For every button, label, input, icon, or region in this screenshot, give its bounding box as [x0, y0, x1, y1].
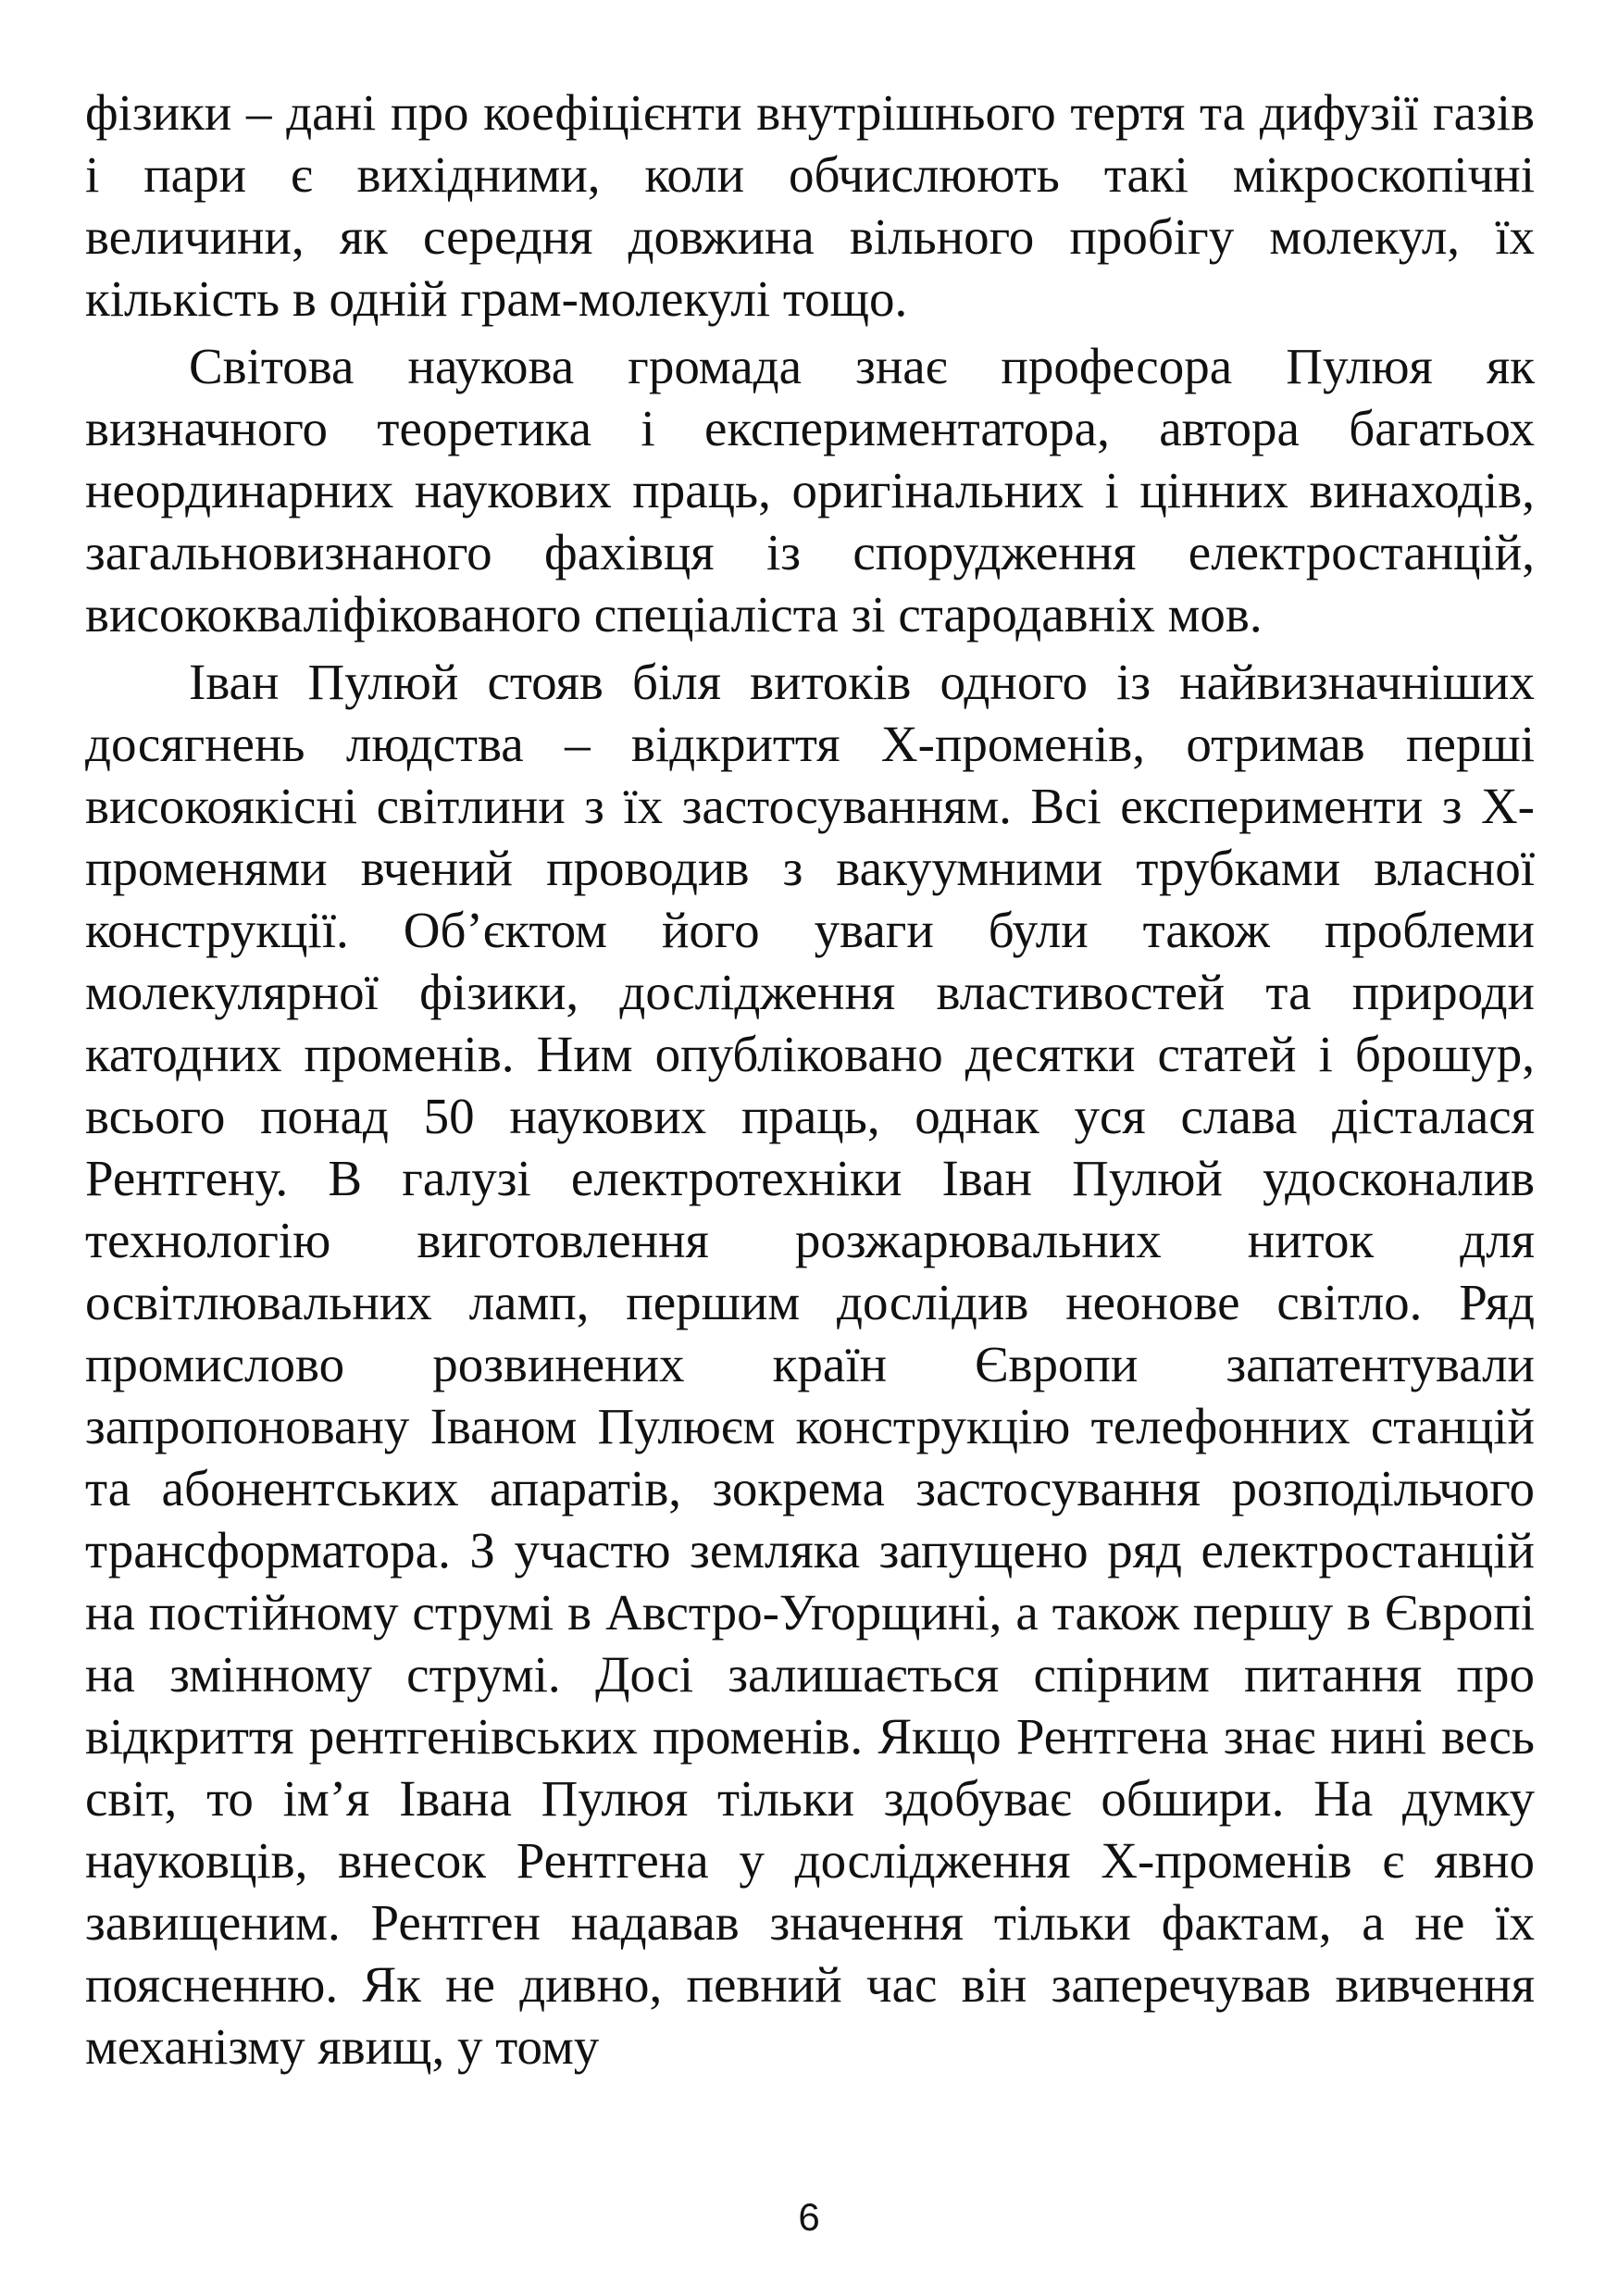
page-body: [85, 81, 1535, 2078]
page-number: 6: [798, 2195, 820, 2239]
paragraph-x-rays: Іван Пулюй стояв біля витоків одного із найвизначніших досягнень людства – відкриття Х-променів, отримав перші високоякісні світлини з їх застосуванням. Всі експерименти з Х-променями вчений проводив з вакуумними трубками власної конструкції. Об’єктом його уваги були також проблеми молекулярної фізики, дослідження властивостей та природи катодних променів. Ним опубліковано десятки статей і брошур, всього понад 50 наукових праць, однак уся слава дісталася Рентгену. В галузі електротехніки Іван Пулюй удосконалив технологію виготовлення розжарювальних ниток для освітлювальних ламп, першим дослідив неонове світло. Ряд промислово розвинених країн Європи запатентували запропоновану Іваном Пулюєм конструкцію телефонних станцій та абонентських апаратів, зокрема застосування розподільчого трансформатора. З участю земляка запущено ряд електростанцій на постійному струмі в Австро-Угорщині, а також першу в Європі на змінному струмі. Досі залишається спірним питання про відкриття рентгенівських променів. Якщо Рентгена знає нині весь світ, то ім’я Івана Пулюя тільки здобуває обшири. На думку науковців, внесок Рентгена у дослідження Х-променів є явно завищеним. Рентген надавав значення тільки фактам, а не їх поясненню. Як не дивно, певний час він заперечував вивчення механізму явищ, у тому: [85, 654, 1535, 2075]
paragraph-scientific-community: Світова наукова громада знає професора Пулюя як визначного теоретика і експериментатора, автора багатьох неординарних наукових праць, оригінальних і цінних винаходів, загальновизнаного фахівця із спорудження електростанцій, висококваліфікованого спеціаліста зі стародавніх мов.: [85, 338, 1535, 643]
paragraph-continuation: фізики – дані про коефіцієнти внутрішнього тертя та дифузії газів і пари є вихідними, коли обчислюють такі мікроскопічні величини, як середня довжина вільного пробігу молекул, їх кількість в одній грам-молекулі тощо.: [85, 84, 1535, 327]
